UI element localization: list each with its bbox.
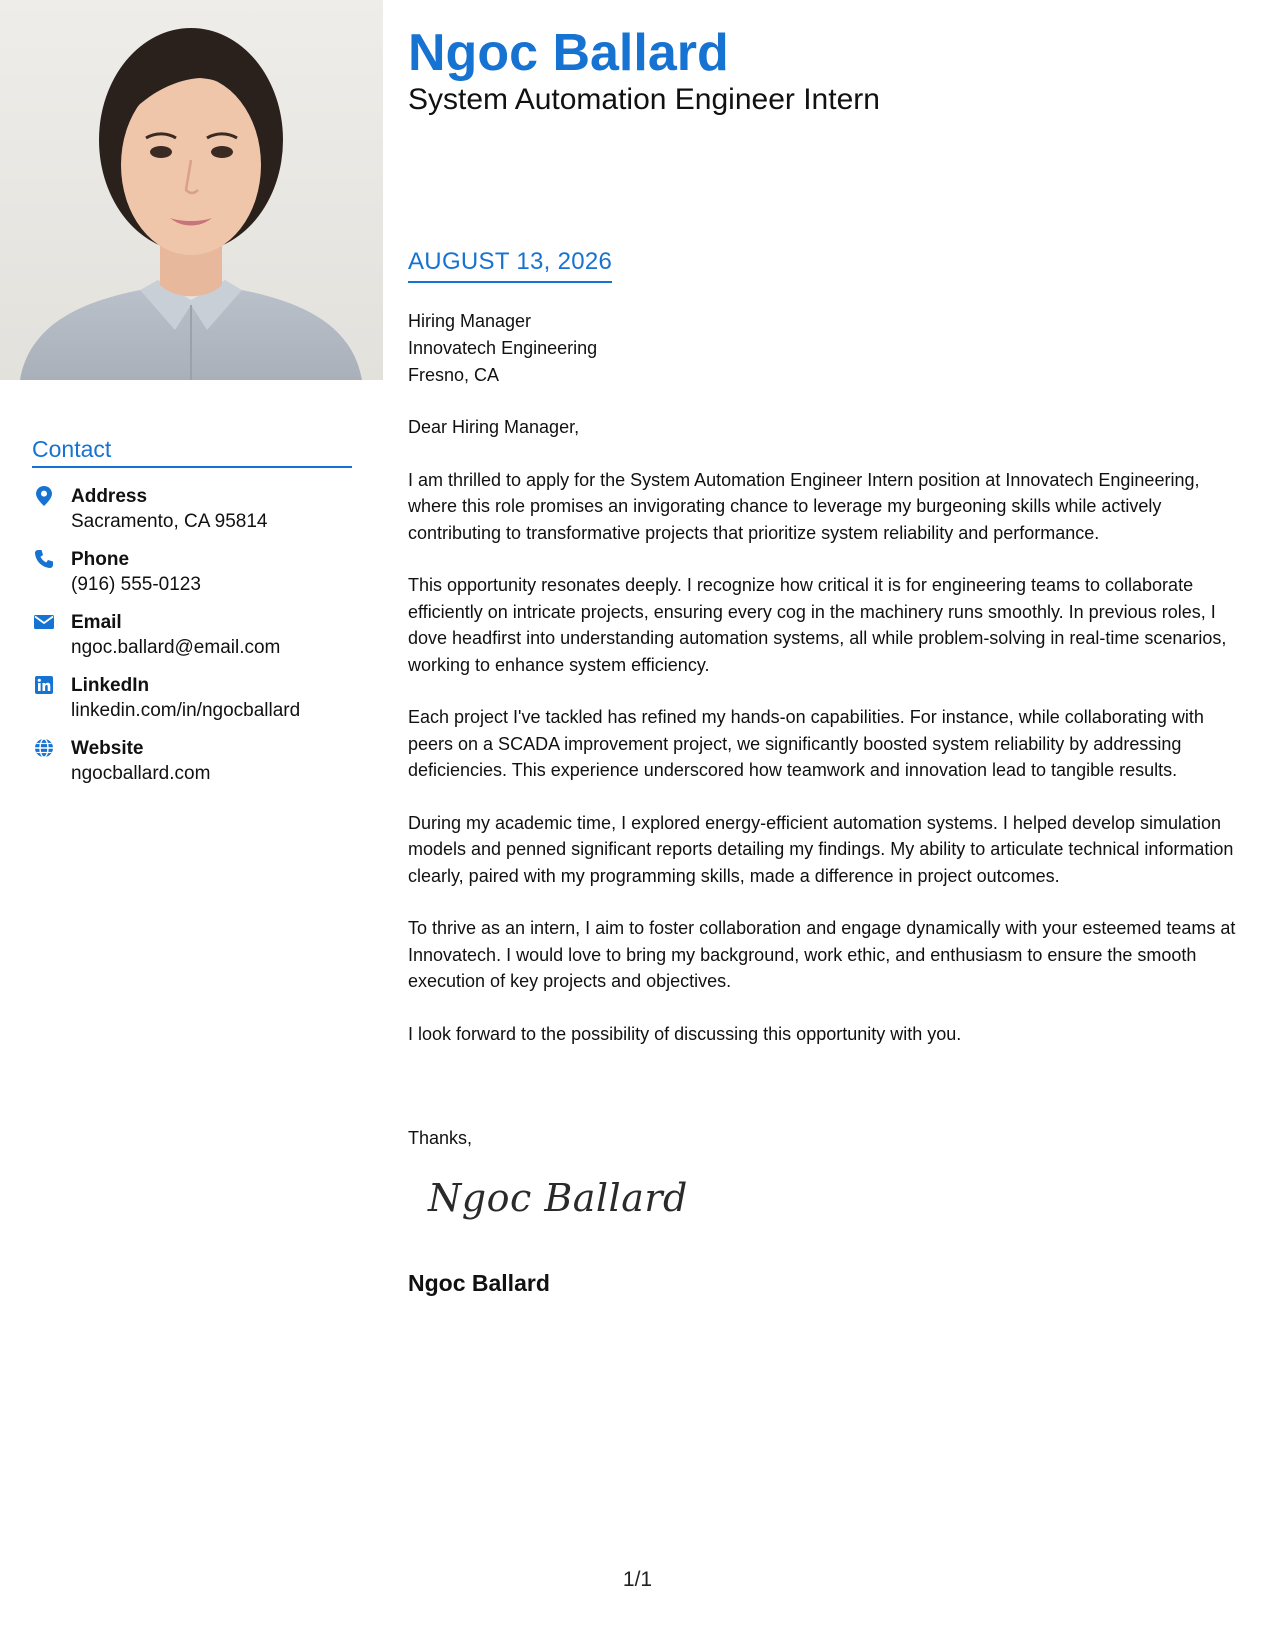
contact-linkedin: [32, 673, 352, 724]
header: [408, 24, 1248, 118]
contact-website: [32, 736, 352, 787]
contact-label: LinkedIn: [71, 675, 150, 696]
closing: Thanks,: [408, 1128, 473, 1148]
letter-paragraph: Each project I've tackled has refined my hands-on capabilities. For instance, while collaborating with peers on a SCADA improvement project, we significantly boosted system reliability by addressing deficiencies. This experience underscored how teamwork and innovation lead to tangible results.: [408, 707, 1204, 780]
globe-icon: [34, 738, 54, 758]
portrait-illustration: [0, 0, 383, 380]
recipient-title: Hiring Manager: [408, 311, 532, 331]
envelope-icon: [34, 612, 54, 632]
signer-name: Ngoc Ballard: [408, 1270, 550, 1296]
phone-icon: [34, 549, 54, 569]
recipient-block: [408, 308, 597, 389]
contact-label: Email: [71, 612, 122, 633]
letter-paragraph: During my academic time, I explored energy-efficient automation systems. I helped develop simulation models and penned significant reports detailing my findings. My ability to articulate technical information clearly, paired with my programming skills, made a difference in project outcomes.: [408, 812, 1234, 886]
signature: Ngoc Ballard: [428, 1176, 688, 1220]
salutation: Dear Hiring Manager,: [408, 417, 580, 437]
contact-value: Sacramento, CA 95814: [71, 511, 268, 532]
contact-address: [32, 484, 352, 535]
contact-value: (916) 555-0123: [71, 574, 201, 595]
applicant-name: Ngoc Ballard: [408, 24, 729, 82]
letter-body: [408, 414, 1248, 1073]
letter-paragraph: I look forward to the possibility of discussing this opportunity with you.: [408, 1023, 962, 1044]
letter-date: AUGUST 13, 2026: [408, 248, 612, 283]
contact-heading: Contact: [32, 436, 352, 468]
letter-paragraph: I am thrilled to apply for the System Automation Engineer Intern position at Innovatech Engineering, where this role promises an invigorating chance to leverage my burgeoning skills while actively contributing to transformative projects that prioritize system reliability and performance.: [408, 469, 1200, 543]
contact-phone: [32, 547, 352, 598]
contact-label: Phone: [71, 549, 130, 570]
contact-section: [32, 436, 352, 799]
applicant-role: System Automation Engineer Intern: [408, 83, 880, 116]
contact-value: ngocballard.com: [71, 763, 211, 784]
recipient-company: Innovatech Engineering: [408, 338, 598, 358]
date-block: [408, 248, 612, 283]
map-pin-icon: [34, 486, 54, 506]
page-number: 1/1: [622, 1568, 653, 1591]
linkedin-icon: [34, 675, 54, 695]
recipient-location: Fresno, CA: [408, 365, 500, 385]
profile-photo: [0, 0, 383, 380]
contact-value: linkedin.com/in/ngocballard: [71, 700, 301, 721]
letter-paragraph: To thrive as an intern, I aim to foster collaboration and engage dynamically with your esteemed teams at Innovatech. I would love to bring my background, work ethic, and enthusiasm to ensure the smooth execution of key projects and objectives.: [408, 918, 1236, 991]
contact-value: ngoc.ballard@email.com: [71, 637, 281, 658]
contact-label: Address: [71, 486, 148, 507]
contact-email: [32, 610, 352, 661]
letter-paragraph: This opportunity resonates deeply. I recognize how critical it is for engineering teams to collaborate efficiently on intricate projects, ensuring every cog in the machinery runs smoothly. In previous roles, I dove headfirst into understanding automation systems, all while problem-solving in real-time scenarios, working to enhance system efficiency.: [408, 575, 1227, 675]
contact-label: Website: [71, 738, 144, 759]
